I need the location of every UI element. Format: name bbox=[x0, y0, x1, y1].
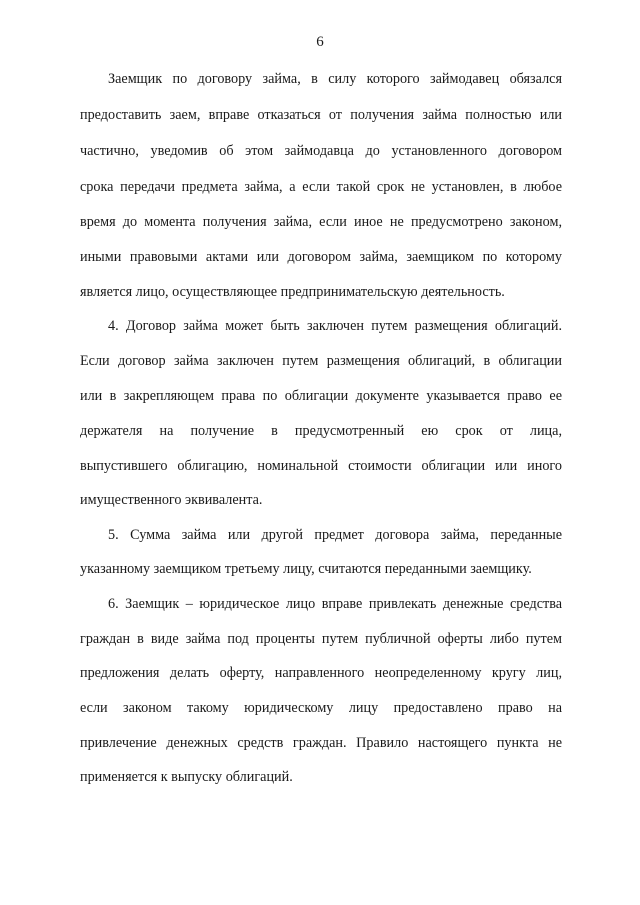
paragraph-3-line-2: указанному заемщиком третьему лицу, считаются переданными заемщику. bbox=[80, 561, 532, 577]
paragraph-1-line-4: срока передачи предмета займа, а если такой срок не установлен, в любое bbox=[80, 179, 562, 195]
paragraph-1-line-2: предоставить заем, вправе отказаться от получения займа полностью или bbox=[80, 107, 562, 123]
page-number: 6 bbox=[316, 34, 324, 50]
paragraph-2-line-5: выпустившего облигацию, номинальной стоимости облигации или иного bbox=[80, 458, 562, 474]
paragraph-1-line-1: Заемщик по договору займа, в силу которого займодавец обязался bbox=[108, 71, 562, 87]
paragraph-2-line-2: Если договор займа заключен путем размещения облигаций, в облигации bbox=[80, 353, 562, 369]
paragraph-2-line-3: или в закрепляющем права по облигации документе указывается право ее bbox=[80, 388, 562, 404]
paragraph-4-line-1: 6. Заемщик – юридическое лицо вправе привлекать денежные средства bbox=[108, 596, 562, 612]
paragraph-4-line-2: граждан в виде займа под проценты путем публичной оферты либо путем bbox=[80, 631, 562, 647]
paragraph-2-line-4: держателя на получение в предусмотренный ею срок от лица, bbox=[80, 423, 562, 439]
paragraph-1-line-6: иными правовыми актами или договором займа, заемщиком по которому bbox=[80, 249, 562, 265]
paragraph-4-line-5: привлечение денежных средств граждан. Правило настоящего пункта не bbox=[80, 735, 562, 751]
paragraph-3-line-1: 5. Сумма займа или другой предмет договора займа, переданные bbox=[108, 527, 562, 543]
paragraph-2-line-6: имущественного эквивалента. bbox=[80, 492, 263, 508]
paragraph-2-line-1: 4. Договор займа может быть заключен путем размещения облигаций. bbox=[108, 318, 562, 334]
paragraph-1-line-5: время до момента получения займа, если иное не предусмотрено законом, bbox=[80, 214, 562, 230]
paragraph-1-line-3: частично, уведомив об этом займодавца до установленного договором bbox=[80, 143, 562, 159]
paragraph-1-line-7: является лицо, осуществляющее предпринимательскую деятельность. bbox=[80, 284, 505, 300]
paragraph-4-line-3: предложения делать оферту, направленного неопределенному кругу лиц, bbox=[80, 665, 562, 681]
paragraph-4-line-4: если законом такому юридическому лицу предоставлено право на bbox=[80, 700, 562, 716]
paragraph-4-line-6: применяется к выпуску облигаций. bbox=[80, 769, 293, 785]
